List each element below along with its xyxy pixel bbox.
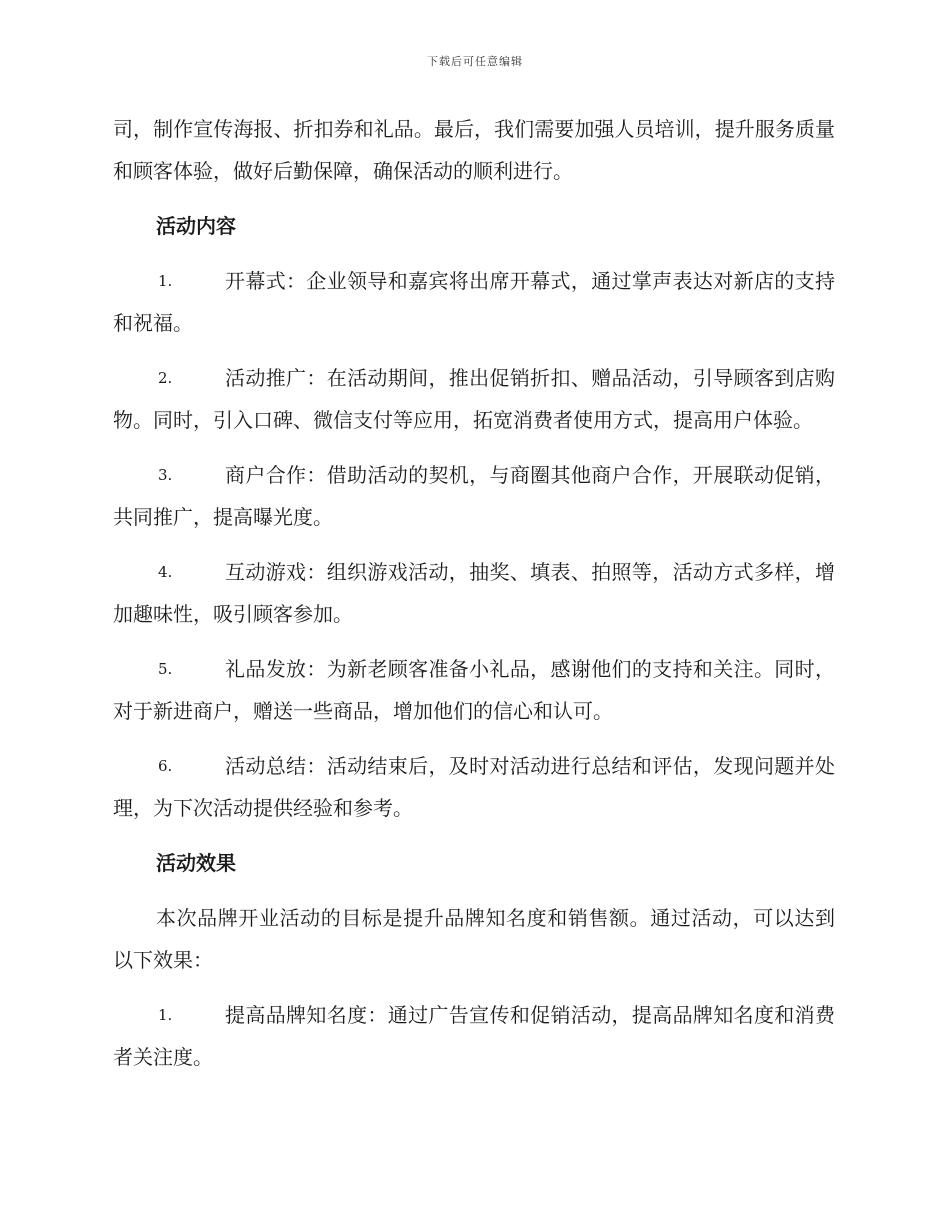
list-item-text: 互动游戏：组织游戏活动，抽奖、填表、拍照等，活动方式多样，增加趣味性，吸引顾客参加。 <box>113 560 835 626</box>
list-item-text: 开幕式：企业领导和嘉宾将出席开幕式，通过掌声表达对新店的支持和祝福。 <box>113 269 835 335</box>
list-item-text: 商户合作：借助活动的契机，与商圈其他商户合作，开展联动促销，共同推广，提高曝光度。 <box>113 463 835 529</box>
intro-continuation-paragraph: 司，制作宣传海报、折扣券和礼品。最后，我们需要加强人员培训，提升服务质量和顾客体验，做好后勤保障，确保活动的顺利进行。 <box>113 117 835 183</box>
list-item <box>113 745 835 829</box>
section-heading-effect: 活动效果 <box>156 851 236 875</box>
list-item <box>113 648 835 732</box>
list-item-number: 2. <box>158 369 173 387</box>
section-heading-content: 活动内容 <box>156 214 236 238</box>
list-item-number: 5. <box>158 660 173 678</box>
list-item <box>113 454 835 538</box>
list-item <box>113 551 835 635</box>
list-item-text: 提高品牌知名度：通过广告宣传和促销活动，提高品牌知名度和消费者关注度。 <box>113 1003 835 1069</box>
list-item-number: 1. <box>158 272 173 290</box>
list-item-number: 4. <box>158 563 173 581</box>
list-item-text: 活动推广：在活动期间，推出促销折扣、赠品活动，引导顾客到店购物。同时，引入口碑、微信支付等应用，拓宽消费者使用方式，提高用户体验。 <box>113 366 835 432</box>
list-item-number: 3. <box>158 466 173 484</box>
list-item <box>113 994 835 1078</box>
page-header: 下载后可任意编辑 <box>427 55 523 68</box>
list-item-text: 活动总结：活动结束后，及时对活动进行总结和评估，发现问题并处理，为下次活动提供经验和参考。 <box>113 754 835 820</box>
list-item-number: 6. <box>158 757 173 775</box>
list-item <box>113 260 835 344</box>
list-item-text: 礼品发放：为新老顾客准备小礼品，感谢他们的支持和关注。同时，对于新进商户，赠送一些商品，增加他们的信心和认可。 <box>113 657 835 723</box>
list-item-number: 1. <box>158 1006 173 1024</box>
list-item <box>113 357 835 441</box>
effect-intro-paragraph: 本次品牌开业活动的目标是提升品牌知名度和销售额。通过活动，可以达到以下效果： <box>113 906 835 972</box>
document-body <box>113 108 835 1091</box>
